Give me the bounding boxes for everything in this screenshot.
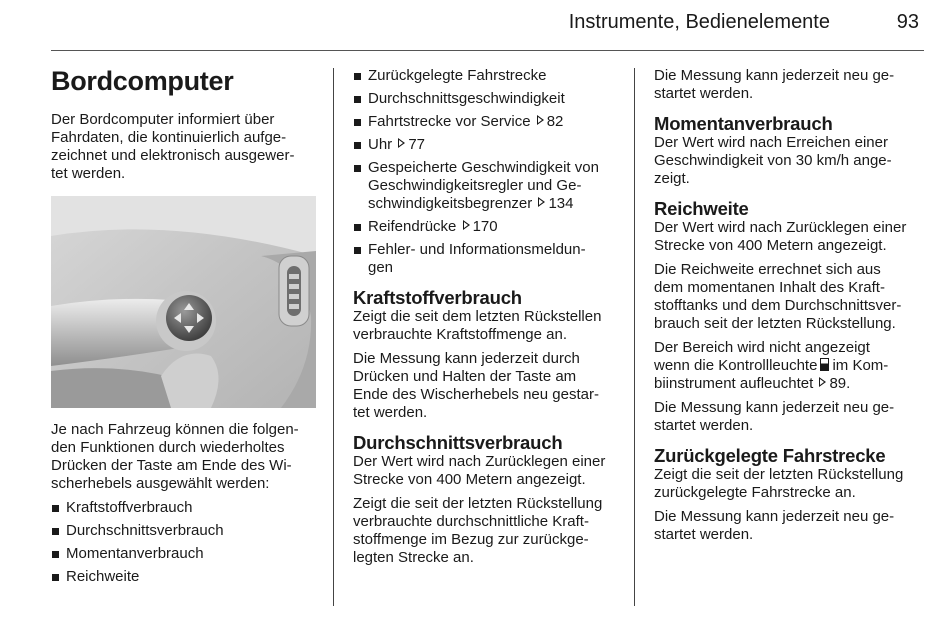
list-item: Fahrtstrecke vor Service 82 (353, 113, 628, 131)
page-heading: Bordcomputer (51, 66, 234, 96)
functions-intro: Je nach Fahrzeug können die folgen- den Funktionen durch wiederholtes Drücken der Taste am Ende des Wi- scherhebels ausgewählt werden: (51, 421, 299, 492)
header-rule (51, 50, 924, 51)
paragraph: Die Messung kann jederzeit neu ge- startet werden. (654, 399, 895, 434)
section-heading-durchschnittsverbrauch: Durchschnittsverbrauch (353, 432, 563, 453)
column-2 (353, 67, 628, 567)
paragraph: Die Reichweite errechnet sich aus dem momentanen Inhalt des Kraft- stofftanks und dem Durchschnittsver- brauch seit der letzten Rückstellung. (654, 261, 902, 332)
paragraph: Die Messung kann jederzeit neu ge- startet werden. (654, 508, 895, 543)
wiper-lever-photo (51, 196, 316, 408)
section-title: Instrumente, Bedienelemente (568, 11, 830, 33)
section-heading-zurueckgelegte-fahrstrecke: Zurückgelegte Fahrstrecke (654, 445, 886, 466)
column-3 (654, 67, 926, 544)
list-item: Kraftstoffverbrauch (51, 499, 321, 517)
paragraph: Der Wert wird nach Zurücklegen einer Strecke von 400 Metern angezeigt. (353, 453, 606, 488)
list-item: Uhr 77 (353, 136, 628, 154)
column-divider (634, 68, 635, 606)
paragraph: Der Bereich wird nicht angezeigt wenn die Kontrollleuchte im Kom- biinstrument aufleuchtet 89. (654, 339, 889, 392)
list-item: Durchschnittsverbrauch (51, 522, 321, 540)
page-ref-arrow-icon (537, 115, 544, 125)
list-item: Momentanverbrauch (51, 545, 321, 563)
page-ref-arrow-icon (398, 138, 405, 148)
paragraph: Die Messung kann jederzeit durch Drücken und Halten der Taste am Ende des Wischerhebels neu gestar- tet werden. (353, 350, 599, 421)
page-ref-arrow-icon (463, 220, 470, 230)
page-ref-arrow-icon (538, 197, 545, 207)
column-divider (333, 68, 334, 606)
list-item: Reifendrücke 170 (353, 218, 628, 236)
fuel-warning-icon (820, 358, 829, 371)
page-ref: 82 (546, 113, 564, 130)
page-number: 93 (896, 11, 919, 33)
intro-paragraph: Der Bordcomputer informiert über Fahrdaten, die kontinuierlich aufge- zeichnet und elektronisch ausgewer- tet werden. (51, 111, 295, 182)
function-list-continued (353, 67, 628, 277)
list-item: Fehler- und Informationsmeldun- gen (353, 241, 628, 277)
paragraph: Die Messung kann jederzeit neu ge- startet werden. (654, 67, 895, 102)
function-list (51, 499, 321, 586)
paragraph: Zeigt die seit der letzten Rückstellung zurückgelegte Fahrstrecke an. (654, 466, 904, 501)
list-item: Zurückgelegte Fahrstrecke (353, 67, 628, 85)
column-1 (51, 66, 321, 183)
section-heading-kraftstoffverbrauch: Kraftstoffverbrauch (353, 287, 522, 308)
page-ref: 170 (472, 218, 498, 235)
section-heading-reichweite: Reichweite (654, 198, 749, 219)
paragraph: Zeigt die seit dem letzten Rückstellen verbrauchte Kraftstoffmenge an. (353, 308, 602, 343)
page-ref: 77 (408, 136, 426, 153)
paragraph: Der Wert wird nach Zurücklegen einer Strecke von 400 Metern angezeigt. (654, 219, 907, 254)
section-heading-momentanverbrauch: Momentanverbrauch (654, 113, 833, 134)
page-ref-arrow-icon (819, 377, 826, 387)
list-item: Reichweite (51, 568, 321, 586)
wiper-lever-illustration (51, 196, 316, 408)
column-1-lower (51, 421, 321, 586)
page-ref: 89. (829, 375, 851, 392)
page-ref: 134 (548, 195, 574, 212)
list-item: Gespeicherte Geschwindigkeit von Geschwindigkeitsregler und Ge- schwindigkeitsbegrenzer 134 (353, 159, 628, 213)
paragraph: Zeigt die seit der letzten Rückstellung verbrauchte durchschnittliche Kraft- stoffmenge im Bezug zur zurückge- legten Strecke an. (353, 495, 603, 566)
paragraph: Der Wert wird nach Erreichen einer Geschwindigkeit von 30 km/h ange- zeigt. (654, 134, 892, 187)
list-item: Durchschnittsgeschwindigkeit (353, 90, 628, 108)
